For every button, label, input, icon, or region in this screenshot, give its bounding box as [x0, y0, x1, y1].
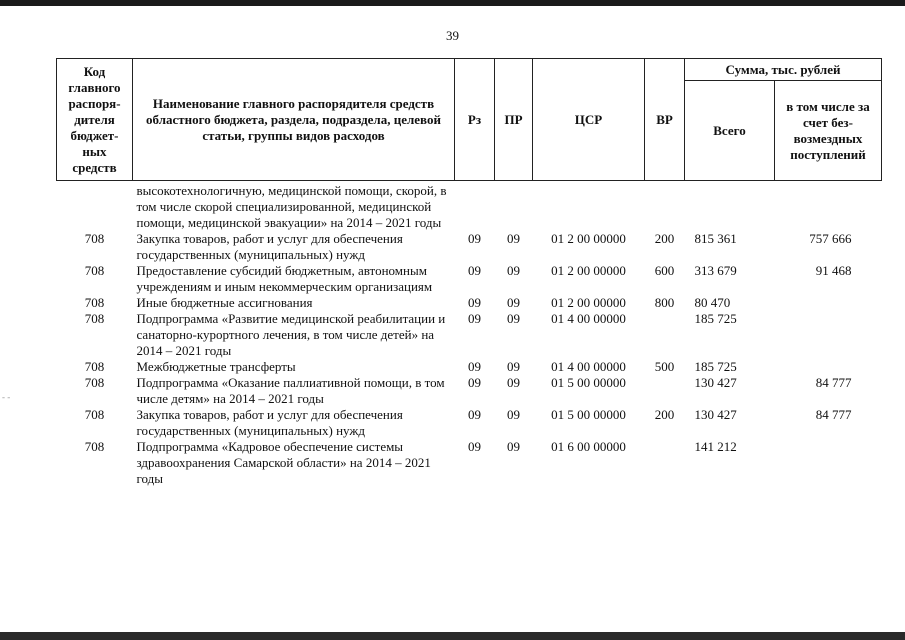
row-name: высокотехнологичную, медицинской помощи, скорой, в том числе скорой специализированной, медицинской помощи, медицинской эвакуации» на 2014 – 2021 годы [136, 183, 447, 230]
row-csr: 01 2 00 00000 [551, 295, 626, 310]
row-total: 313 679 [694, 263, 737, 278]
row-grants: 757 666 [809, 231, 852, 246]
row-code: 708 [84, 295, 105, 310]
row-total [685, 181, 775, 232]
row-pr: 09 [507, 439, 520, 454]
row-vr [645, 311, 685, 359]
header-rz: Рз [455, 59, 495, 181]
row-total: 130 427 [694, 375, 737, 390]
row-code: 708 [84, 375, 105, 390]
bottom-border [0, 632, 905, 640]
table-row [57, 407, 882, 439]
row-csr: 01 2 00 00000 [551, 263, 626, 278]
row-grants: 84 777 [815, 375, 852, 390]
row-vr [645, 439, 685, 487]
row-grants [775, 181, 882, 232]
header-grants: в том числе за счет без-возмездных поступлений [775, 81, 882, 181]
header-sum-group: Сумма, тыс. рублей [685, 59, 882, 81]
row-rz: 09 [468, 359, 481, 374]
row-grants [775, 359, 882, 375]
scan-mark: - - [2, 392, 11, 402]
header-csr: ЦСР [533, 59, 645, 181]
row-total: 130 427 [694, 407, 737, 422]
page-number: 39 [446, 28, 459, 43]
row-name: Подпрограмма «Оказание паллиативной помощи, в том числе детям» на 2014 – 2021 годы [136, 375, 445, 406]
row-pr: 09 [507, 359, 520, 374]
header-total: Всего [685, 81, 775, 181]
row-vr [645, 375, 685, 407]
row-csr: 01 6 00 00000 [551, 439, 626, 454]
row-code: 708 [84, 407, 105, 422]
row-pr: 09 [507, 375, 520, 390]
row-rz: 09 [468, 439, 481, 454]
row-vr: 600 [654, 263, 675, 278]
header-code: Код главного распоря-дителя бюджет-ных средств [57, 59, 133, 181]
row-csr: 01 4 00 00000 [551, 359, 626, 374]
table-row [57, 295, 882, 311]
row-grants [775, 295, 882, 311]
row-grants: 91 468 [815, 263, 852, 278]
row-rz: 09 [468, 375, 481, 390]
row-name: Межбюджетные трансферты [136, 359, 296, 374]
row-code: 708 [84, 263, 105, 278]
row-name: Предоставление субсидий бюджетным, автономным учреждениям и иным некоммерческим организациям [136, 263, 433, 294]
row-rz: 09 [468, 407, 481, 422]
row-name: Подпрограмма «Кадровое обеспечение системы здравоохранения Самарской области» на 2014 – 2021 годы [136, 439, 431, 486]
table-header [57, 59, 882, 181]
row-grants: 84 777 [815, 407, 852, 422]
row-rz: 09 [468, 231, 481, 246]
row-vr [645, 181, 685, 232]
row-rz: 09 [468, 311, 481, 326]
top-border [0, 0, 905, 6]
header-pr: ПР [495, 59, 533, 181]
row-pr: 09 [507, 263, 520, 278]
table-row [57, 375, 882, 407]
table-body [57, 181, 882, 488]
row-name: Подпрограмма «Развитие медицинской реабилитации и санаторно-курортного лечения, в том числе детей» на 2014 – 2021 годы [136, 311, 446, 358]
header-vr: ВР [645, 59, 685, 181]
row-grants [775, 311, 882, 359]
budget-table [56, 58, 882, 487]
row-rz: 09 [468, 295, 481, 310]
row-csr: 01 5 00 00000 [551, 407, 626, 422]
row-rz [455, 181, 495, 232]
row-vr: 200 [654, 407, 675, 422]
row-total: 141 212 [694, 439, 737, 454]
row-total: 185 725 [694, 311, 737, 326]
table-row [57, 359, 882, 375]
row-name: Закупка товаров, работ и услуг для обеспечения государственных (муниципальных) нужд [136, 231, 403, 262]
row-code [57, 181, 133, 232]
row-csr: 01 2 00 00000 [551, 231, 626, 246]
table-row [57, 311, 882, 359]
row-code: 708 [84, 311, 105, 326]
row-total: 815 361 [694, 231, 737, 246]
row-csr: 01 4 00 00000 [551, 311, 626, 326]
row-code: 708 [84, 439, 105, 454]
table-row [57, 263, 882, 295]
header-name: Наименование главного распорядителя средств областного бюджета, раздела, подраздела, целевой статьи, группы видов расходов [133, 59, 455, 181]
row-vr: 500 [654, 359, 675, 374]
row-pr: 09 [507, 311, 520, 326]
row-code: 708 [84, 359, 105, 374]
row-pr: 09 [507, 231, 520, 246]
table-row [57, 181, 882, 232]
row-name: Иные бюджетные ассигнования [136, 295, 313, 310]
row-name: Закупка товаров, работ и услуг для обеспечения государственных (муниципальных) нужд [136, 407, 403, 438]
table-row [57, 439, 882, 487]
row-pr [495, 181, 533, 232]
row-vr: 200 [654, 231, 675, 246]
row-pr: 09 [507, 295, 520, 310]
row-rz: 09 [468, 263, 481, 278]
row-total: 185 725 [694, 359, 737, 374]
row-code: 708 [84, 231, 105, 246]
row-pr: 09 [507, 407, 520, 422]
row-csr [533, 181, 645, 232]
row-vr: 800 [654, 295, 675, 310]
table-row [57, 231, 882, 263]
row-total: 80 470 [694, 295, 731, 310]
row-grants [775, 439, 882, 487]
row-csr: 01 5 00 00000 [551, 375, 626, 390]
